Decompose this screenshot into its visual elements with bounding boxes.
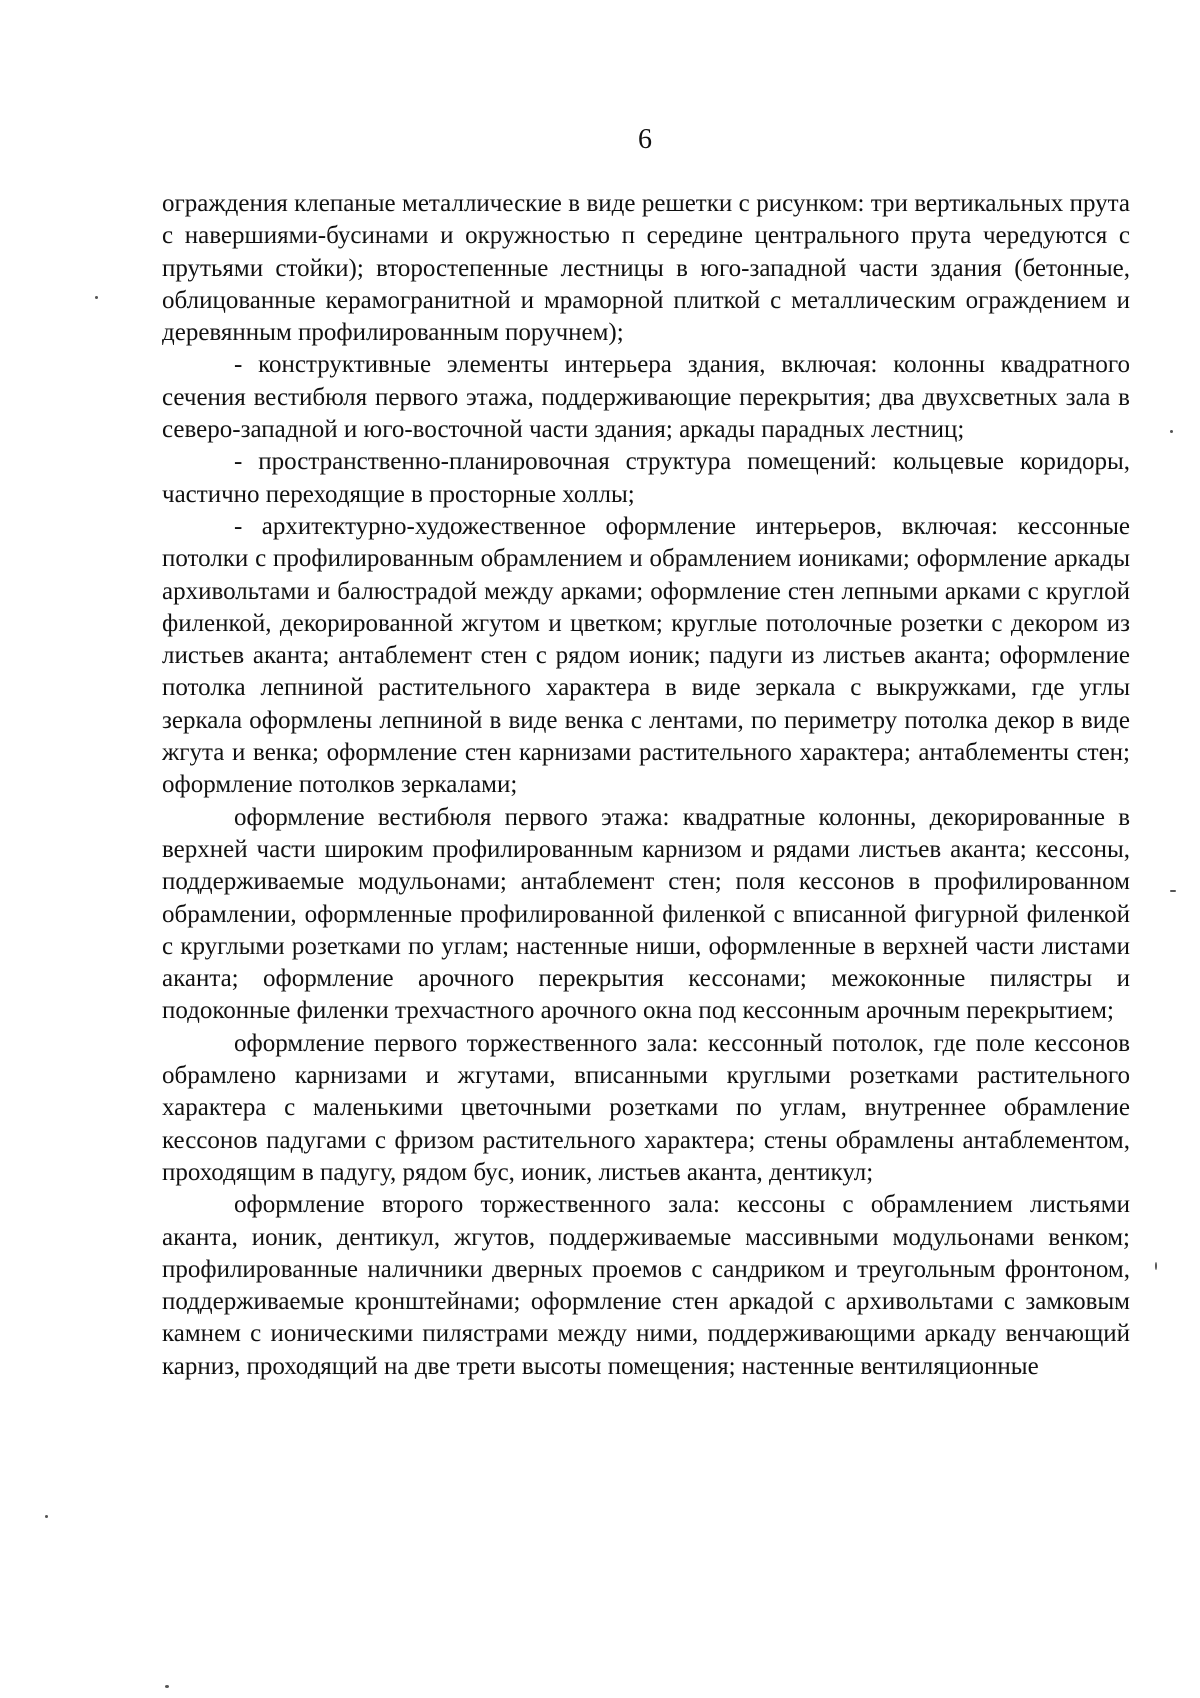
- scan-speck: [1170, 430, 1173, 433]
- scan-speck: [45, 1515, 48, 1518]
- paragraph-first-hall: оформление первого торжественного зала: кессонный потолок, где поле кессонов обрамлено карнизами и жгутами, вписанными круглыми розетками растительного характера с маленькими цветочными розетками по углам, внутреннее обрамление кессонов падугами с фризом растительного характера; стены обрамлены антаблементом, проходящим в падугу, рядом бус, ионик, листьев аканта, дентикул;: [162, 1029, 1130, 1186]
- paragraph-structural-elements: - конструктивные элементы интерьера здания, включая: колонны квадратного сечения вестибюля первого этажа, поддерживающие перекрытия; два двухсветных зала в северо-западной и юго-восточной части здания; аркады парадных лестниц;: [162, 351, 1130, 444]
- document-body: [162, 188, 1130, 1383]
- paragraph-spatial-structure: - пространственно-планировочная структура помещений: кольцевые коридоры, частично переходящие в просторные холлы;: [162, 448, 1130, 508]
- page-number: 6: [638, 124, 652, 155]
- paragraph-second-hall: оформление второго торжественного зала: кессоны с обрамлением листьями аканта, ионик, дентикул, жгутов, поддерживаемые массивными модульонами венком; профилированные наличники дверных проемов с сандриком и треугольным фронтоном, поддерживаемые кронштейнами; оформление стен аркадой с архивольтами с замковым камнем с ионическими пилястрами между ними, поддерживающими аркаду венчающий карниз, проходящий на две трети высоты помещения; настенные вентиляционные: [162, 1191, 1130, 1380]
- scan-speck: [95, 296, 98, 299]
- paragraph-vestibule: оформление вестибюля первого этажа: квадратные колонны, декорированные в верхней части широким профилированным карнизом и рядами листьев аканта; кессоны, поддерживаемые модульонами; антаблемент стен; поля кессонов в профилированном обрамлении, оформленные профилированной филенкой с вписанной фигурной филенкой с круглыми розетками по углам; настенные ниши, оформленные в верхней части листами аканта; оформление арочного перекрытия кессонами; межоконные пилястры и подоконные филенки трехчастного арочного окна под кессонным арочным перекрытием;: [162, 803, 1130, 1025]
- scan-speck: [165, 1685, 169, 1688]
- paragraph-railing-continuation: ограждения клепаные металлические в виде решетки с рисунком: три вертикальных прута с навершиями-бусинами и окружностью п середине центрального прута чередуются с прутьями стойки); второстепенные лестницы в юго-западной части здания (бетонные, облицованные керамогранитной и мраморной плиткой с металлическим ограждением и деревянным профилированным поручнем);: [162, 190, 1130, 347]
- scan-speck: [1170, 890, 1176, 892]
- paragraph-interior-decoration: - архитектурно-художественное оформление интерьеров, включая: кессонные потолки с профилированным обрамлением и обрамлением иониками; оформление аркады архивольтами и балюстрадой между арками; оформление стен лепными арками с круглой филенкой, декорированной жгутом и цветком; круглые потолочные розетки с декором из листьев аканта; антаблемент стен с рядом ионик; падуги из листьев аканта; оформление потолка лепниной растительного характера в виде зеркала с выкружками, где углы зеркала оформлены лепниной в виде венка с лентами, по периметру потолка декор в виде жгута и венка; оформление стен карнизами растительного характера; антаблементы стен; оформление потолков зеркалами;: [162, 512, 1130, 799]
- scan-speck: [1155, 1262, 1157, 1270]
